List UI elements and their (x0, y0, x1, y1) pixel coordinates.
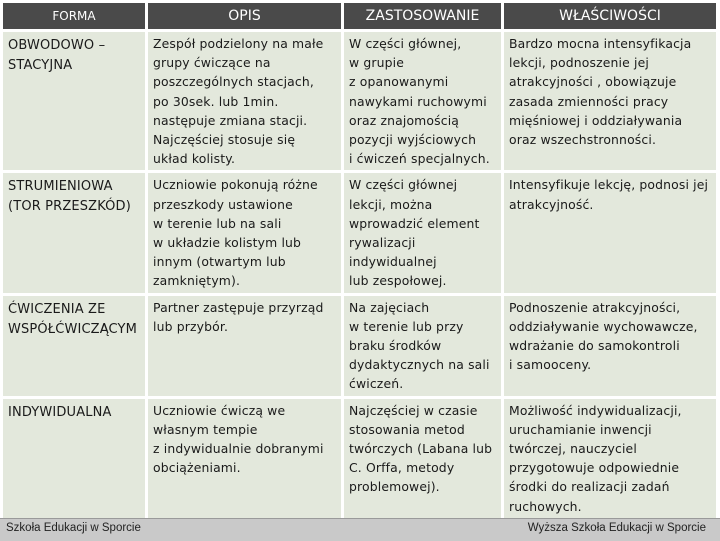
cell-opis: Zespół podzielony na małe grupy ćwiczące na poszczególnych stacjach, po 30sek. lub 1min. następuje zmiana stacji. Najczęściej stosuje się układ kolisty. (148, 32, 341, 170)
header-forma: FORMA (3, 3, 145, 29)
cell-forma: INDYWIDUALNA (3, 399, 145, 518)
cell-opis: Uczniowie ćwiczą we własnym tempie z indywidualnie dobranymi obciążeniami. (148, 399, 341, 518)
cell-wlasciwosci: Podnoszenie atrakcyjności, oddziaływanie wychowawcze, wdrażanie do samokontroli i samooceny. (504, 296, 716, 396)
header-wlasciwosci: WŁAŚCIWOŚCI (504, 3, 716, 29)
cell-wlasciwosci: Intensyfikuje lekcję, podnosi jej atrakcyjność. (504, 173, 716, 292)
slide-footer (0, 518, 720, 541)
header-zastosowanie: ZASTOSOWANIE (344, 3, 501, 29)
footer-right-text: Wyższa Szkoła Edukacji w Sporcie (527, 522, 706, 534)
cell-zastosowanie: Na zajęciach w terenie lub przy braku środków dydaktycznych na sali ćwiczeń. (344, 296, 501, 396)
header-opis: OPIS (148, 3, 341, 29)
cell-wlasciwosci: Bardzo mocna intensyfikacja lekcji, podnoszenie jej atrakcyjności , obowiązuje zasada zmienności pracy mięśniowej i oddziaływania oraz wszechstronności. (504, 32, 716, 170)
cell-zastosowanie: Najczęściej w czasie stosowania metod twórczych (Labana lub C. Orffa, metody problemowej). (344, 399, 501, 518)
table-row (3, 173, 716, 292)
cell-opis: Uczniowie pokonują różne przeszkody ustawione w terenie lub na sali w układzie kolistym lub innym (otwartym lub zamkniętym). (148, 173, 341, 292)
table-row (3, 32, 716, 170)
cell-forma: ĆWICZENIA ZE WSPÓŁĆWICZĄCYM (3, 296, 145, 396)
cell-zastosowanie: W części głównej lekcji, można wprowadzić element rywalizacji indywidualnej lub zespołowej. (344, 173, 501, 292)
table-row (3, 296, 716, 396)
table-header-row (3, 3, 716, 29)
cell-forma: OBWODOWO – STACYJNA (3, 32, 145, 170)
table-row (3, 399, 716, 518)
cell-opis: Partner zastępuje przyrząd lub przybór. (148, 296, 341, 396)
cell-zastosowanie: W części głównej, w grupie z opanowanymi nawykami ruchowymi oraz znajomością pozycji wyjściowych i ćwiczeń specjalnych. (344, 32, 501, 170)
footer-left-text: Szkoła Edukacji w Sporcie (6, 522, 141, 534)
cell-wlasciwosci: Możliwość indywidualizacji, uruchamianie inwencji twórczej, nauczyciel przygotowuje odpowiednie środki do realizacji zadań ruchowych. (504, 399, 716, 518)
cell-forma: STRUMIENIOWA (TOR PRZESZKÓD) (3, 173, 145, 292)
